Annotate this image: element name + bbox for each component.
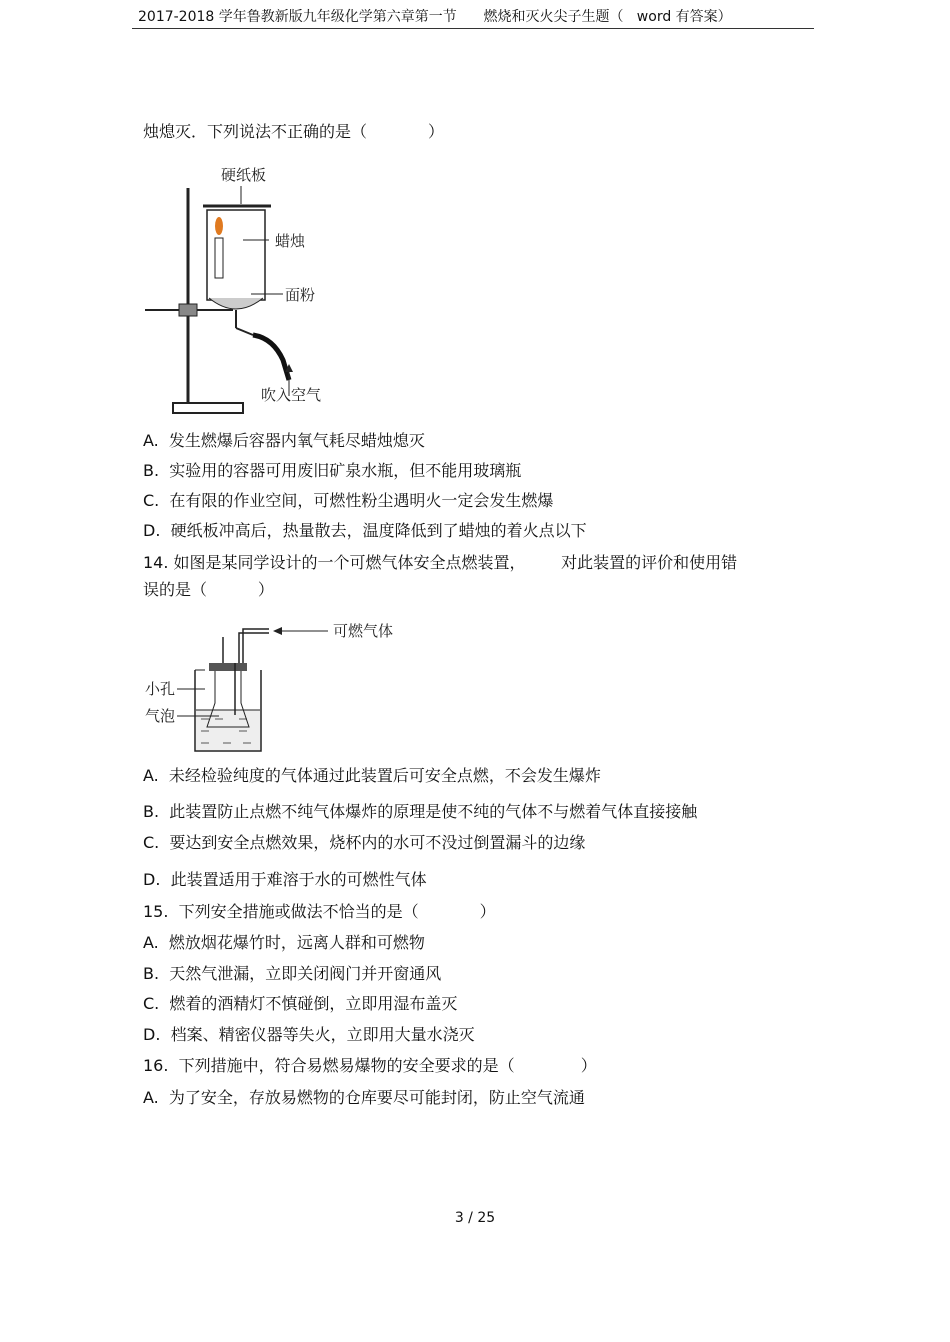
page-header: 2017-2018 学年鲁教新版九年级化学第六章第一节 燃烧和灭火尖子生题（ word 有答案） (138, 9, 732, 25)
q13-label-board: 硬纸板 (221, 166, 267, 184)
header-divider (132, 28, 814, 29)
q13-label-flour: 面粉 (285, 286, 316, 304)
q14-option-a: A. 未经检验纯度的气体通过此装置后可安全点燃，不会发生爆炸 (143, 766, 601, 785)
q13-apparatus-figure (143, 160, 343, 420)
q15-option-c: C. 燃着的酒精灯不慎碰倒，立即用湿布盖灭 (143, 994, 458, 1013)
q14-stem-line2: 误的是（ ） (143, 580, 274, 599)
q16-option-a: A. 为了安全，存放易燃物的仓库要尽可能封闭，防止空气流通 (143, 1088, 585, 1107)
q15-option-a: A. 燃放烟花爆竹时，远离人群和可燃物 (143, 933, 425, 952)
q13-stem: 烛熄灭．下列说法不正确的是（ ） (143, 122, 445, 141)
q14-apparatus-figure (143, 615, 394, 755)
q15-option-b: B. 天然气泄漏，立即关闭阀门并开窗通风 (143, 964, 442, 983)
q15-stem: 15. 下列安全措施或做法不恰当的是（ ） (143, 902, 496, 921)
q16-stem: 16. 下列措施中，符合易燃易爆物的安全要求的是（ ） (143, 1056, 597, 1075)
q14-option-d: D. 此装置适用于难溶于水的可燃性气体 (143, 870, 427, 889)
page-number: 3 / 25 (454, 1210, 496, 1226)
q14-label-gas: 可燃气体 (333, 622, 394, 640)
q14-label-bubble: 气泡 (145, 707, 176, 725)
q14-stem-line1: 14. 如图是某同学设计的一个可燃气体安全点燃装置， 对此装置的评价和使用错 (143, 553, 738, 572)
q14-option-b: B. 此装置防止点燃不纯气体爆炸的原理是使不纯的气体不与燃着气体直接接触 (143, 802, 698, 821)
q13-option-d: D. 硬纸板冲高后，热量散去，温度降低到了蜡烛的着火点以下 (143, 521, 587, 540)
q13-label-candle: 蜡烛 (275, 232, 306, 250)
q15-option-d: D. 档案、精密仪器等失火，立即用大量水浇灭 (143, 1025, 475, 1044)
q13-option-a: A. 发生燃爆后容器内氧气耗尽蜡烛熄灭 (143, 431, 425, 450)
q13-label-air: 吹入空气 (261, 386, 322, 404)
q14-label-hole: 小孔 (145, 680, 176, 698)
q13-option-c: C. 在有限的作业空间，可燃性粉尘遇明火一定会发生燃爆 (143, 491, 554, 510)
q13-option-b: B. 实验用的容器可用废旧矿泉水瓶，但不能用玻璃瓶 (143, 461, 522, 480)
q14-option-c: C. 要达到安全点燃效果，烧杯内的水可不没过倒置漏斗的边缘 (143, 833, 586, 852)
